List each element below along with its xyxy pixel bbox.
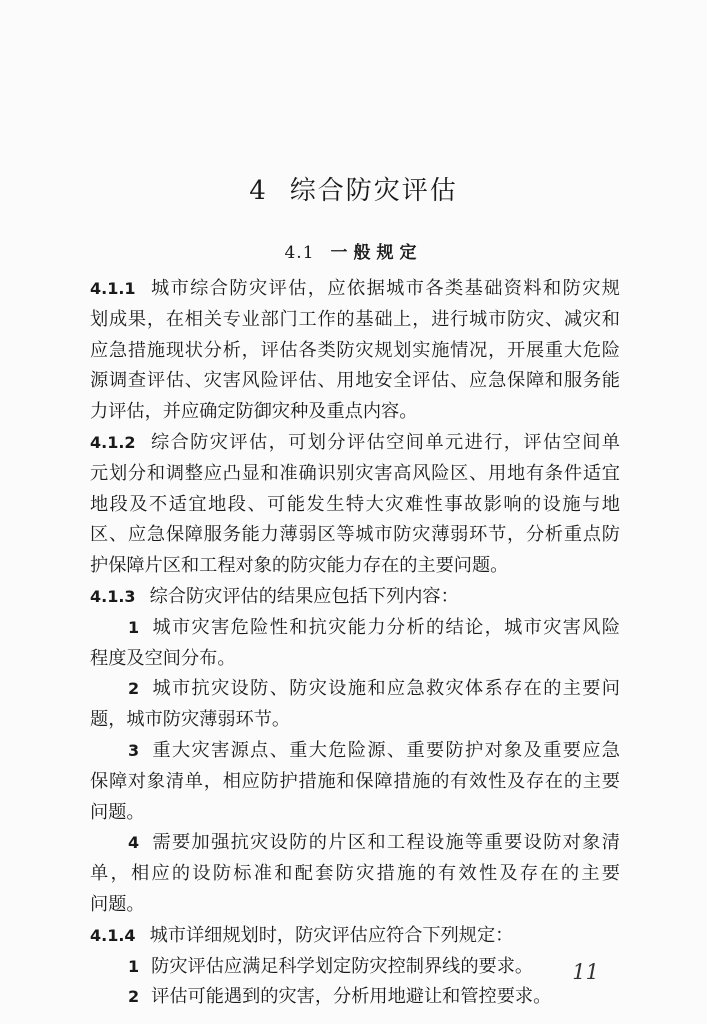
item-number: 1 bbox=[128, 956, 140, 976]
clause-number: 4.1.2 bbox=[90, 432, 136, 452]
item-text: 城市灾害危险性和抗灾能力分析的结论，城市灾害风险 bbox=[151, 616, 620, 638]
list-item bbox=[90, 828, 620, 859]
item-text: 评估可能遇到的灾害，分析用地避让和管控要求。 bbox=[151, 986, 552, 1008]
section-title bbox=[0, 238, 707, 263]
text-line bbox=[90, 921, 620, 952]
text-line: 题，城市防灾薄弱环节。 bbox=[90, 709, 291, 731]
clause-text: 城市详细规划时，防灾评估应符合下列规定： bbox=[149, 924, 514, 946]
text-line: 区、应急保障服务能力薄弱区等城市防灾薄弱环节，分析重点防 bbox=[90, 524, 620, 546]
chapter-title bbox=[0, 170, 707, 207]
text-line: 元划分和调整应凸显和准确识别灾害高风险区、用地有条件适宜 bbox=[90, 462, 620, 484]
text-line bbox=[90, 428, 620, 459]
clause-number: 4.1.3 bbox=[90, 586, 136, 606]
item-text: 防灾评估应满足科学划定防灾控制界线的要求。 bbox=[151, 955, 534, 977]
clause-text: 综合防灾评估，可划分评估空间单元进行，评估空间单 bbox=[149, 431, 620, 453]
text-line: 力评估，并应确定防御灾种及重点内容。 bbox=[90, 401, 418, 423]
text-line bbox=[90, 582, 620, 613]
text-line bbox=[90, 274, 620, 305]
text-line: 问题。 bbox=[90, 893, 145, 915]
text-line: 地段及不适宜地段、可能发生特大灾难性事故影响的设施与地 bbox=[90, 493, 620, 515]
clause-text: 城市综合防灾评估，应依据城市各类基础资料和防灾规 bbox=[149, 278, 620, 299]
chapter-title-text: 综合防灾评估 bbox=[289, 176, 458, 206]
list-item bbox=[90, 952, 620, 983]
text-line: 保障对象清单，相应防护措施和保障措施的有效性及存在的主要 bbox=[90, 770, 620, 792]
item-text: 需要加强抗灾设防的片区和工程设施等重要设防对象清 bbox=[151, 832, 620, 854]
item-number: 2 bbox=[128, 987, 140, 1007]
item-number: 1 bbox=[128, 617, 140, 637]
list-item bbox=[90, 613, 620, 644]
text-line: 应急措施现状分析，评估各类防灾规划实施情况，开展重大危险 bbox=[90, 339, 620, 361]
item-number: 2 bbox=[128, 679, 140, 699]
item-text: 重大灾害源点、重大危险源、重要防护对象及重要应急 bbox=[151, 739, 620, 761]
section-number: 4.1 bbox=[284, 243, 315, 263]
list-item bbox=[90, 982, 620, 1013]
text-line: 护保障片区和工程对象的防灾能力存在的主要问题。 bbox=[90, 555, 509, 577]
clause-number: 4.1.1 bbox=[90, 279, 136, 298]
text-line: 单，相应的设防标准和配套防灾措施的有效性及存在的主要 bbox=[90, 863, 620, 885]
item-number: 4 bbox=[128, 833, 140, 853]
text-line: 问题。 bbox=[90, 801, 145, 823]
body-text bbox=[90, 274, 620, 1013]
page-number: 11 bbox=[572, 960, 599, 984]
clause-text: 综合防灾评估的结果应包括下列内容： bbox=[149, 585, 459, 607]
text-line: 程度及空间分布。 bbox=[90, 647, 236, 669]
item-text: 城市抗灾设防、防灾设施和应急救灾体系存在的主要问 bbox=[151, 678, 620, 700]
list-item bbox=[90, 736, 620, 767]
list-item bbox=[90, 674, 620, 705]
clause-number: 4.1.4 bbox=[90, 925, 136, 945]
section-title-text: 一般规定 bbox=[330, 243, 423, 263]
text-line: 源调查评估、灾害风险评估、用地安全评估、应急保障和服务能 bbox=[90, 370, 620, 392]
text-line: 划成果，在相关专业部门工作的基础上，进行城市防灾、减灾和 bbox=[90, 308, 620, 330]
item-number: 3 bbox=[128, 740, 140, 760]
chapter-number: 4 bbox=[249, 176, 268, 206]
